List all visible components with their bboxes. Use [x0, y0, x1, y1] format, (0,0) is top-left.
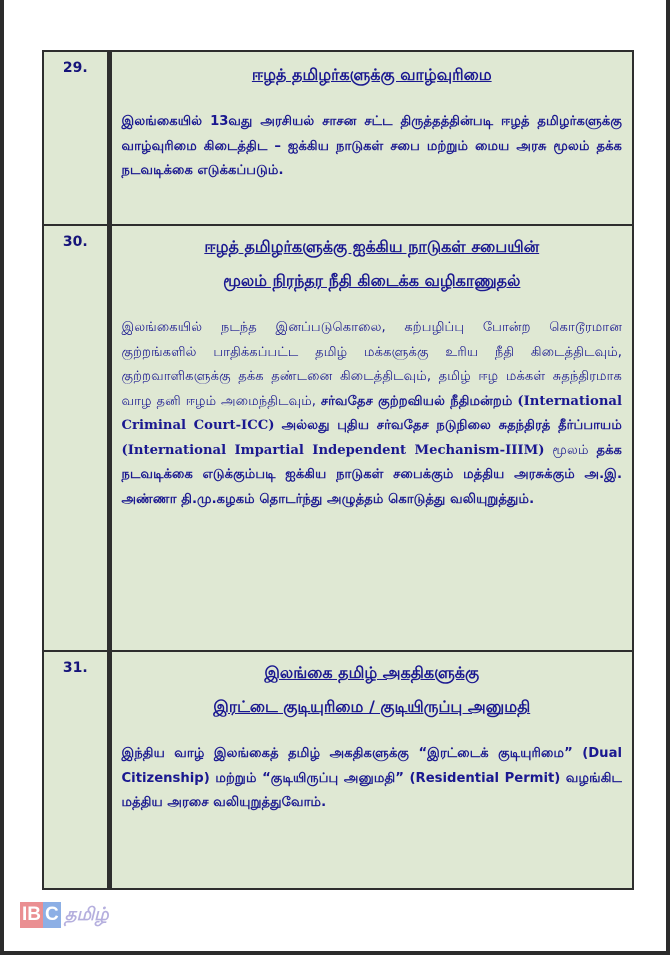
table-row [43, 51, 633, 225]
item-title: மூலம் நிரந்தர நீதி கிடைக்க வழிகாணுதல் [223, 271, 521, 290]
item-number: 29. [43, 51, 109, 225]
body-segment: மற்றும் “குடியிருப்பு அனுமதி” [215, 770, 404, 786]
body-segment: (Dual Citizenship) [121, 746, 622, 786]
item-content [109, 651, 633, 889]
body-segment: வழங்கிட மத்திய அரசை வலியுறுத்துவோம். [121, 770, 622, 810]
item-content [109, 225, 633, 651]
body-segment: இந்திய வாழ் இலங்கைத் தமிழ் அகதிகளுக்கு “இரட்டைக் குடியுரிமை” [121, 746, 573, 761]
body-segment: மூலம் [552, 442, 589, 458]
ibc-tamil-logo [20, 901, 109, 929]
item-body: இலங்கையில் 13வது அரசியல் சாசன சட்ட திருத்தத்தின்படி ஈழத் தமிழர்களுக்கு வாழ்வுரிமை கிடைத்திட – ஐக்கிய நாடுகள் சபை மற்றும் மைய அரசு மூலம் தக்க நடவடிக்கை எடுக்கப்படும். [121, 114, 622, 178]
item-content [109, 51, 633, 225]
body-segment: (International Impartial Independent Mechanism-IIIM) [121, 442, 545, 458]
item-body [122, 316, 623, 512]
body-segment: தக்க நடவடிக்கை எடுக்கும்படி ஐக்கிய நாடுகள் சபைக்கும் மத்திய அரசுக்கும் அ.இ. அண்ணா தி.மு.கழகம் தொடர்ந்து அழுத்தம் கொடுத்து வலியுறுத்தும். [121, 442, 622, 507]
body-segment: சர்வதேச குற்றவியல் நீதிமன்றம் [320, 393, 513, 409]
logo-ib: IB [20, 902, 43, 928]
table-row [43, 225, 633, 651]
logo-tamil-text: தமிழ் [64, 903, 109, 925]
item-body [122, 742, 623, 816]
logo-c: C [43, 902, 61, 928]
item-title: இலங்கை தமிழ் அகதிகளுக்கு [264, 663, 480, 682]
item-title: ஈழத் தமிழர்களுக்கு வாழ்வுரிமை [251, 65, 492, 84]
item-title: இரட்டை குடியுரிமை / குடியிருப்பு அனுமதி [213, 697, 531, 716]
body-segment: (International Criminal Court-ICC) [121, 393, 622, 433]
manifesto-table [42, 50, 634, 890]
item-number: 30. [43, 225, 109, 651]
item-number: 31. [43, 651, 109, 889]
item-title: ஈழத் தமிழர்களுக்கு ஐக்கிய நாடுகள் சபையின் [204, 237, 540, 256]
body-segment: அல்லது புதிய சர்வதேச நடுநிலை சுதந்திரத் தீர்ப்பாயம் [281, 418, 622, 433]
body-segment: (Residential Permit) [409, 770, 561, 786]
table-row [43, 651, 633, 889]
body-segment: இலங்கையில் நடந்த இனப்படுகொலை, கற்பழிப்பு போன்ற கொடூரமான குற்றங்களில் பாதிக்கப்பட்ட தமிழ் மக்களுக்கு உரிய நீதி கிடைத்திடவும், குற்றவாளிகளுக்கு தக்க தண்டனை கிடைத்திடவும், தமிழ் ஈழ மக்கள் சுதந்திரமாக வாழ தனி ஈழம் அமைந்திடவும், [121, 320, 622, 409]
